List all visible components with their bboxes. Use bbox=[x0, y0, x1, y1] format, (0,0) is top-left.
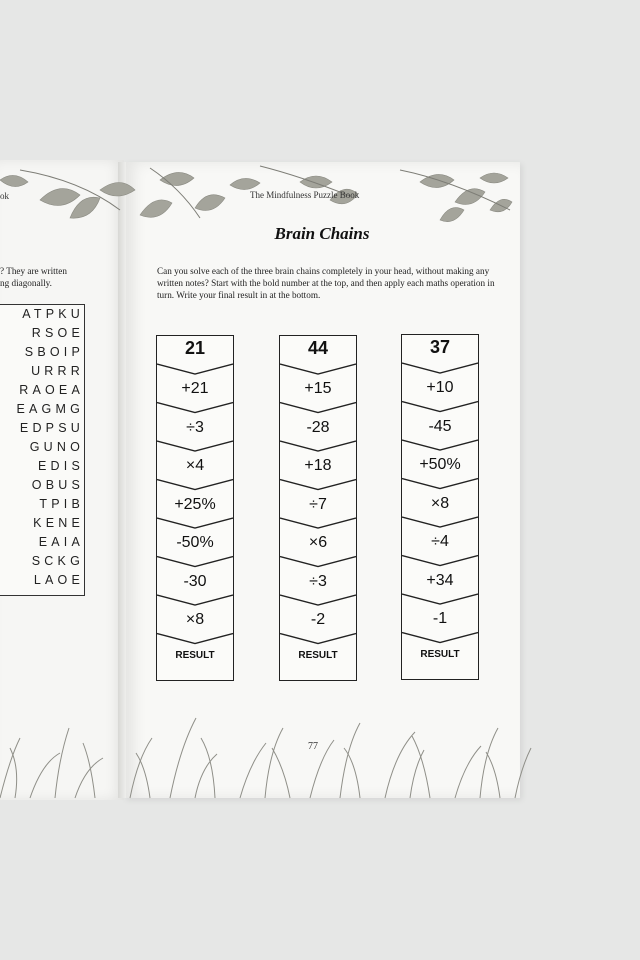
chain-operation: ÷3 bbox=[309, 572, 327, 590]
chain-operation: +15 bbox=[304, 380, 332, 397]
chain-operation: +21 bbox=[181, 380, 209, 397]
grid-row: LAOE bbox=[33, 573, 84, 587]
chain-operation: -1 bbox=[432, 610, 448, 627]
chevron-divider bbox=[157, 480, 233, 490]
puzzle-instructions: Can you solve each of the three brain chains completely in your head, without making any written notes? Start with the bold number at the top, and then apply each maths operation in turn. Write your final result in at the bottom. bbox=[157, 266, 495, 300]
grid-row: KENE bbox=[33, 516, 84, 530]
grid-row: RAOEA bbox=[19, 383, 84, 397]
chevron-divider bbox=[402, 633, 478, 643]
chevron-divider bbox=[280, 634, 356, 644]
chain-operation: ×4 bbox=[185, 457, 205, 474]
brain-chain-1 bbox=[156, 335, 234, 681]
chevron-divider bbox=[280, 403, 356, 413]
chevron-divider bbox=[402, 556, 478, 566]
grid-row: GUNO bbox=[29, 440, 84, 454]
chain-start-number: 37 bbox=[429, 337, 451, 357]
chain-operation: -2 bbox=[310, 611, 326, 628]
chevron-divider bbox=[280, 441, 356, 451]
grid-row: RSOE bbox=[31, 326, 84, 340]
chain-operation: +18 bbox=[304, 457, 332, 474]
left-page-intro bbox=[0, 265, 118, 289]
running-head-left: ok bbox=[0, 191, 9, 201]
grid-row: OBUS bbox=[31, 478, 84, 492]
left-intro-line: ng diagonally. bbox=[0, 278, 52, 288]
grass-illustration bbox=[0, 700, 640, 800]
chain-operation: ×8 bbox=[430, 494, 450, 512]
chevron-divider bbox=[280, 595, 356, 605]
chain-result-label: RESULT bbox=[298, 649, 338, 661]
grid-row: EAIA bbox=[38, 535, 84, 549]
chevron-divider bbox=[157, 634, 233, 644]
chain-operation: +34 bbox=[426, 571, 454, 589]
chevron-divider bbox=[157, 441, 233, 451]
chevron-divider bbox=[157, 518, 233, 528]
chevron-divider bbox=[280, 518, 356, 528]
left-intro-line: ? They are written bbox=[0, 266, 67, 276]
chevron-divider bbox=[280, 480, 356, 490]
chain-operation: ÷4 bbox=[431, 533, 449, 550]
chain-operation: ×8 bbox=[185, 611, 205, 628]
brain-chain-3 bbox=[401, 334, 479, 680]
chain-operation: ×6 bbox=[308, 534, 328, 551]
grid-row: TPIB bbox=[39, 497, 84, 511]
chevron-divider bbox=[157, 403, 233, 413]
chevron-divider bbox=[157, 364, 233, 374]
page-title: Brain Chains bbox=[274, 224, 370, 243]
grid-row: EAGMG bbox=[16, 402, 84, 416]
chain-operation: ÷3 bbox=[186, 418, 204, 436]
grid-row: SBOIP bbox=[24, 345, 84, 359]
chevron-divider bbox=[402, 594, 478, 604]
chain-start-number: 21 bbox=[184, 338, 206, 358]
chevron-divider bbox=[280, 557, 356, 567]
chain-operation: +10 bbox=[426, 379, 454, 396]
chevron-divider bbox=[402, 402, 478, 412]
chain-operation: ÷7 bbox=[309, 495, 327, 513]
chevron-divider bbox=[402, 363, 478, 373]
chain-operation: -30 bbox=[183, 572, 207, 590]
chevron-divider bbox=[157, 557, 233, 567]
brain-chain-2 bbox=[279, 335, 357, 681]
chain-operation: -28 bbox=[306, 418, 330, 436]
chevron-divider bbox=[402, 479, 478, 489]
chain-result-label: RESULT bbox=[175, 649, 215, 661]
chain-operation: -50% bbox=[176, 534, 214, 551]
grid-row: EDIS bbox=[38, 459, 84, 473]
chevron-divider bbox=[280, 364, 356, 374]
running-head-right: The Mindfulness Puzzle Book bbox=[250, 190, 360, 200]
grid-row: EDPSU bbox=[19, 421, 84, 435]
grid-row: ATPKU bbox=[22, 307, 84, 321]
page-number: 77 bbox=[308, 741, 318, 752]
chain-start-number: 44 bbox=[307, 338, 329, 358]
grid-row: URRR bbox=[31, 364, 84, 378]
grid-row: SCKG bbox=[31, 554, 84, 568]
chevron-divider bbox=[402, 517, 478, 527]
chevron-divider bbox=[402, 440, 478, 450]
chevron-divider bbox=[157, 595, 233, 605]
chain-operation: +25% bbox=[174, 495, 216, 513]
chain-operation: +50% bbox=[419, 456, 461, 473]
chain-result-label: RESULT bbox=[420, 648, 460, 660]
chain-operation: -45 bbox=[428, 417, 452, 435]
word-search-grid bbox=[0, 304, 85, 596]
